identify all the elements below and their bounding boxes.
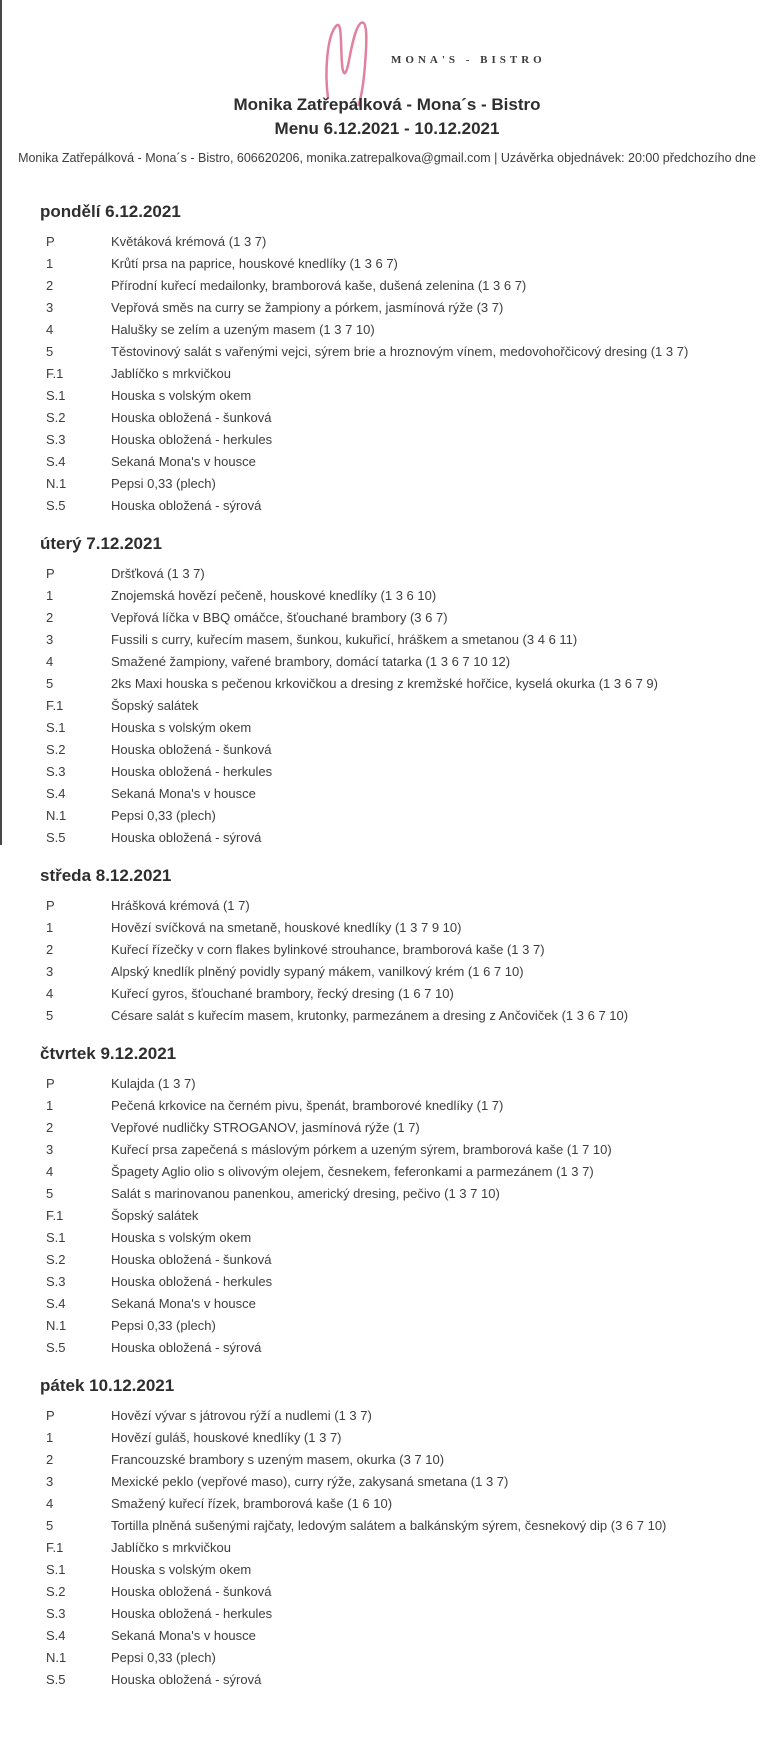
menu-item-label: Alpský knedlík plněný povidly sypaný mákem, vanilkový krém (1 6 7 10) (111, 963, 524, 979)
day-heading: čtvrtek 9.12.2021 (40, 1044, 177, 1063)
menu-item-label: Houska obložená - šunková (111, 409, 272, 425)
menu-item-row (40, 428, 774, 450)
menu-item-code: P (46, 1075, 55, 1091)
menu-item-row (40, 1646, 774, 1668)
menu-item-code: S.3 (46, 1605, 66, 1621)
menu-item-row (40, 494, 774, 516)
menu-item-label: Kuřecí řízečky v corn flakes bylinkové strouhance, bramborová kaše (1 3 7) (111, 941, 545, 957)
menu-item-row (40, 1248, 774, 1270)
menu-item-code: 2 (46, 1451, 54, 1467)
day-item-list (40, 894, 774, 1026)
menu-item-code: 3 (46, 1141, 54, 1157)
menu-item-row (40, 1116, 774, 1138)
menu-item-label: Znojemská hovězí pečeně, houskové knedlíky (1 3 6 10) (111, 587, 437, 603)
menu-item-label: Sekaná Mona's v housce (111, 1295, 256, 1311)
menu-item-label: Těstovinový salát s vařenými vejci, sýrem brie a hroznovým vínem, medovohořčicový dresing (1 3 7) (111, 343, 689, 359)
menu-item-label: Houska obložená - herkules (111, 431, 273, 447)
menu-item-label: Šopský salátek (111, 1207, 199, 1223)
menu-item-label: Houska s volským okem (111, 1229, 252, 1245)
menu-item-code: F.1 (46, 697, 64, 713)
menu-item-code: S.4 (46, 453, 66, 469)
menu-item-row (40, 384, 774, 406)
menu-item-label: Hovězí guláš, houskové knedlíky (1 3 7) (111, 1429, 342, 1445)
menu-item-code: P (46, 1407, 55, 1423)
menu-item-code: P (46, 233, 55, 249)
menu-item-code: S.5 (46, 829, 66, 845)
menu-item-row (40, 562, 774, 584)
monogram-m-icon (322, 18, 380, 106)
menu-item-code: 3 (46, 299, 54, 315)
menu-item-label: Houska s volským okem (111, 387, 252, 403)
menu-item-label: Smažené žampiony, vařené brambory, domácí tatarka (1 3 6 7 10 12) (111, 653, 511, 669)
menu-item-row (40, 760, 774, 782)
day-item-list (40, 562, 774, 848)
menu-item-row (40, 1004, 774, 1026)
menu-item-row (40, 274, 774, 296)
menu-item-label: Vepřová líčka v BBQ omáčce, šťouchané brambory (3 6 7) (111, 609, 448, 625)
logo-wordmark: MONA'S - BISTRO (391, 54, 546, 66)
menu-item-label: Jablíčko s mrkvičkou (111, 365, 231, 381)
menu-item-label: Houska obložená - herkules (111, 1605, 273, 1621)
menu-item-row (40, 296, 774, 318)
menu-item-row (40, 1624, 774, 1646)
menu-item-row (40, 960, 774, 982)
day-heading: pondělí 6.12.2021 (40, 202, 181, 221)
menu-item-code: S.5 (46, 497, 66, 513)
menu-item-row (40, 606, 774, 628)
menu-item-label: Špagety Aglio olio s olivovým olejem, česnekem, feferonkami a parmezánem (1 3 7) (111, 1163, 594, 1179)
menu-item-label: Přírodní kuřecí medailonky, bramborová kaše, dušená zelenina (1 3 6 7) (111, 277, 527, 293)
menu-item-row (40, 1492, 774, 1514)
menu-item-label: Sekaná Mona's v housce (111, 785, 256, 801)
menu-item-code: S.1 (46, 387, 66, 403)
menu-item-label: Vepřové nudličky STROGANOV, jasmínová rýže (1 7) (111, 1119, 420, 1135)
menu-item-code: 2 (46, 941, 54, 957)
menu-item-code: 4 (46, 321, 54, 337)
day-heading: pátek 10.12.2021 (40, 1376, 175, 1395)
day-section (0, 866, 774, 1026)
menu-item-row (40, 584, 774, 606)
menu-item-label: Tortilla plněná sušenými rajčaty, ledovým salátem a balkánským sýrem, česnekový dip (3 6 7 10) (111, 1517, 667, 1533)
menu-item-label: Hovězí svíčková na smetaně, houskové knedlíky (1 3 7 9 10) (111, 919, 462, 935)
menu-item-row (40, 1336, 774, 1358)
menu-item-code: 2 (46, 1119, 54, 1135)
menu-item-label: Houska obložená - herkules (111, 1273, 273, 1289)
menu-item-label: Smažený kuřecí řízek, bramborová kaše (1 6 10) (111, 1495, 393, 1511)
menu-item-code: F.1 (46, 1539, 64, 1555)
menu-item-code: 4 (46, 985, 54, 1001)
menu-item-row (40, 1072, 774, 1094)
menu-item-label: Pečená krkovice na černém pivu, špenát, bramborové knedlíky (1 7) (111, 1097, 504, 1113)
menu-item-label: Kuřecí prsa zapečená s máslovým pórkem a uzeným sýrem, bramborová kaše (1 7 10) (111, 1141, 612, 1157)
menu-item-label: Mexické peklo (vepřové maso), curry rýže, zakysaná smetana (1 3 7) (111, 1473, 509, 1489)
page-title: Monika Zatřepálková - Mona´s - Bistro (233, 95, 541, 114)
menu-item-code: 5 (46, 1185, 54, 1201)
menu-item-label: Salát s marinovanou panenkou, americký dresing, pečivo (1 3 7 10) (111, 1185, 500, 1201)
menu-item-row (40, 938, 774, 960)
menu-item-row (40, 804, 774, 826)
menu-item-label: Pepsi 0,33 (plech) (111, 1649, 216, 1665)
menu-item-code: S.3 (46, 431, 66, 447)
menu-item-row (40, 340, 774, 362)
menu-item-row (40, 1138, 774, 1160)
menu-item-row (40, 982, 774, 1004)
contact-line: Monika Zatřepálková - Mona´s - Bistro, 606620206, monika.zatrepalkova@gmail.com | Uzávěrka objednávek: 20:00 předchozího dne (18, 151, 756, 165)
menu-item-label: Pepsi 0,33 (plech) (111, 807, 216, 823)
menu-item-label: Pepsi 0,33 (plech) (111, 475, 216, 491)
menu-item-label: Houska s volským okem (111, 719, 252, 735)
menu-item-code: S.5 (46, 1339, 66, 1355)
menu-item-label: Jablíčko s mrkvičkou (111, 1539, 231, 1555)
menu-item-label: Francouzské brambory s uzeným masem, okurka (3 7 10) (111, 1451, 445, 1467)
menu-item-row (40, 1226, 774, 1248)
menu-item-label: Halušky se zelím a uzeným masem (1 3 7 10) (111, 321, 375, 337)
menu-item-code: 3 (46, 1473, 54, 1489)
day-item-list (40, 230, 774, 516)
menu-item-code: S.1 (46, 719, 66, 735)
menu-item-code: S.3 (46, 763, 66, 779)
menu-item-label: 2ks Maxi houska s pečenou krkovičkou a dresing z kremžské hořčice, kyselá okurka (1 3 6 7 9) (111, 675, 658, 691)
menu-item-label: Sekaná Mona's v housce (111, 1627, 256, 1643)
menu-item-row (40, 1426, 774, 1448)
menu-item-code: 1 (46, 1429, 54, 1445)
menu-item-row (40, 1270, 774, 1292)
menu-item-label: Hrášková krémová (1 7) (111, 897, 250, 913)
menu-item-row (40, 672, 774, 694)
menu-item-label: Hovězí vývar s játrovou rýží a nudlemi (1 3 7) (111, 1407, 372, 1423)
menu-item-label: Šopský salátek (111, 697, 199, 713)
menu-item-code: 4 (46, 1495, 54, 1511)
menu-item-label: Houska s volským okem (111, 1561, 252, 1577)
menu-item-row (40, 1292, 774, 1314)
menu-item-label: Houska obložená - šunková (111, 1251, 272, 1267)
menu-item-row (40, 1314, 774, 1336)
menu-item-row (40, 1668, 774, 1690)
menu-item-code: 2 (46, 609, 54, 625)
menu-item-code: 4 (46, 1163, 54, 1179)
menu-days (0, 202, 774, 1690)
day-section (0, 1376, 774, 1690)
menu-item-code: S.2 (46, 409, 66, 425)
menu-item-code: 1 (46, 919, 54, 935)
menu-item-row (40, 894, 774, 916)
menu-item-code: 1 (46, 587, 54, 603)
menu-item-label: Houska obložená - herkules (111, 763, 273, 779)
menu-item-row (40, 916, 774, 938)
day-section (0, 534, 774, 848)
menu-item-row (40, 650, 774, 672)
menu-item-label: Dršťková (1 3 7) (111, 565, 205, 581)
day-section (0, 1044, 774, 1358)
menu-item-row (40, 230, 774, 252)
menu-item-row (40, 450, 774, 472)
menu-item-code: S.1 (46, 1561, 66, 1577)
menu-item-code: 1 (46, 255, 54, 271)
menu-item-code: N.1 (46, 475, 67, 491)
menu-item-row (40, 782, 774, 804)
menu-item-code: S.5 (46, 1671, 66, 1687)
day-heading: úterý 7.12.2021 (40, 534, 162, 553)
menu-item-code: S.2 (46, 1583, 66, 1599)
menu-item-label: Fussili s curry, kuřecím masem, šunkou, kukuřicí, hráškem a smetanou (3 4 6 11) (111, 631, 578, 647)
menu-item-row (40, 694, 774, 716)
menu-item-code: S.2 (46, 741, 66, 757)
menu-item-code: S.1 (46, 1229, 66, 1245)
menu-item-code: 5 (46, 1007, 54, 1023)
menu-item-label: Houska obložená - šunková (111, 741, 272, 757)
menu-item-row (40, 1470, 774, 1492)
menu-item-row (40, 716, 774, 738)
menu-item-code: P (46, 565, 55, 581)
menu-item-code: 5 (46, 675, 54, 691)
menu-item-code: P (46, 897, 55, 913)
menu-item-row (40, 1160, 774, 1182)
menu-item-label: Houska obložená - šunková (111, 1583, 272, 1599)
menu-item-label: Sekaná Mona's v housce (111, 453, 256, 469)
menu-item-code: N.1 (46, 1649, 67, 1665)
menu-item-row (40, 738, 774, 760)
menu-item-row (40, 1448, 774, 1470)
menu-item-code: 5 (46, 343, 54, 359)
menu-item-row (40, 628, 774, 650)
menu-item-row (40, 1204, 774, 1226)
menu-item-code: N.1 (46, 1317, 67, 1333)
menu-item-row (40, 1536, 774, 1558)
menu-item-label: Květáková krémová (1 3 7) (111, 233, 267, 249)
menu-item-code: S.3 (46, 1273, 66, 1289)
menu-item-code: S.4 (46, 785, 66, 801)
day-heading: středa 8.12.2021 (40, 866, 172, 885)
menu-item-row (40, 406, 774, 428)
page-header (0, 0, 774, 198)
menu-item-label: Césare salát s kuřecím masem, krutonky, parmezánem a dresing z Ančoviček (1 3 6 7 10) (111, 1007, 629, 1023)
menu-item-code: S.4 (46, 1627, 66, 1643)
menu-item-label: Houska obložená - sýrová (111, 829, 262, 845)
menu-date-range: Menu 6.12.2021 - 10.12.2021 (274, 119, 500, 138)
menu-item-code: 3 (46, 963, 54, 979)
menu-item-label: Pepsi 0,33 (plech) (111, 1317, 216, 1333)
menu-item-code: F.1 (46, 365, 64, 381)
menu-item-label: Houska obložená - sýrová (111, 1339, 262, 1355)
menu-item-row (40, 252, 774, 274)
menu-item-code: S.2 (46, 1251, 66, 1267)
menu-item-row (40, 318, 774, 340)
day-section (0, 202, 774, 516)
menu-item-row (40, 1182, 774, 1204)
menu-item-code: 2 (46, 277, 54, 293)
menu-item-row (40, 362, 774, 384)
menu-item-row (40, 1404, 774, 1426)
menu-item-label: Kuřecí gyros, šťouchané brambory, řecký dresing (1 6 7 10) (111, 985, 454, 1001)
menu-item-label: Houska obložená - sýrová (111, 1671, 262, 1687)
menu-item-row (40, 1580, 774, 1602)
menu-item-code: 1 (46, 1097, 54, 1113)
menu-item-row (40, 1558, 774, 1580)
menu-item-row (40, 1602, 774, 1624)
menu-item-code: F.1 (46, 1207, 64, 1223)
menu-item-row (40, 472, 774, 494)
menu-item-row (40, 826, 774, 848)
menu-item-code: 4 (46, 653, 54, 669)
menu-item-label: Houska obložená - sýrová (111, 497, 262, 513)
menu-item-code: 3 (46, 631, 54, 647)
menu-item-code: 5 (46, 1517, 54, 1533)
menu-item-label: Vepřová směs na curry se žampiony a pórkem, jasmínová rýže (3 7) (111, 299, 504, 315)
menu-item-code: S.4 (46, 1295, 66, 1311)
menu-item-label: Kulajda (1 3 7) (111, 1075, 196, 1091)
menu-item-label: Krůtí prsa na paprice, houskové knedlíky (1 3 6 7) (111, 255, 398, 271)
day-item-list (40, 1072, 774, 1358)
menu-item-row (40, 1094, 774, 1116)
menu-item-code: N.1 (46, 807, 67, 823)
menu-item-row (40, 1514, 774, 1536)
day-item-list (40, 1404, 774, 1690)
